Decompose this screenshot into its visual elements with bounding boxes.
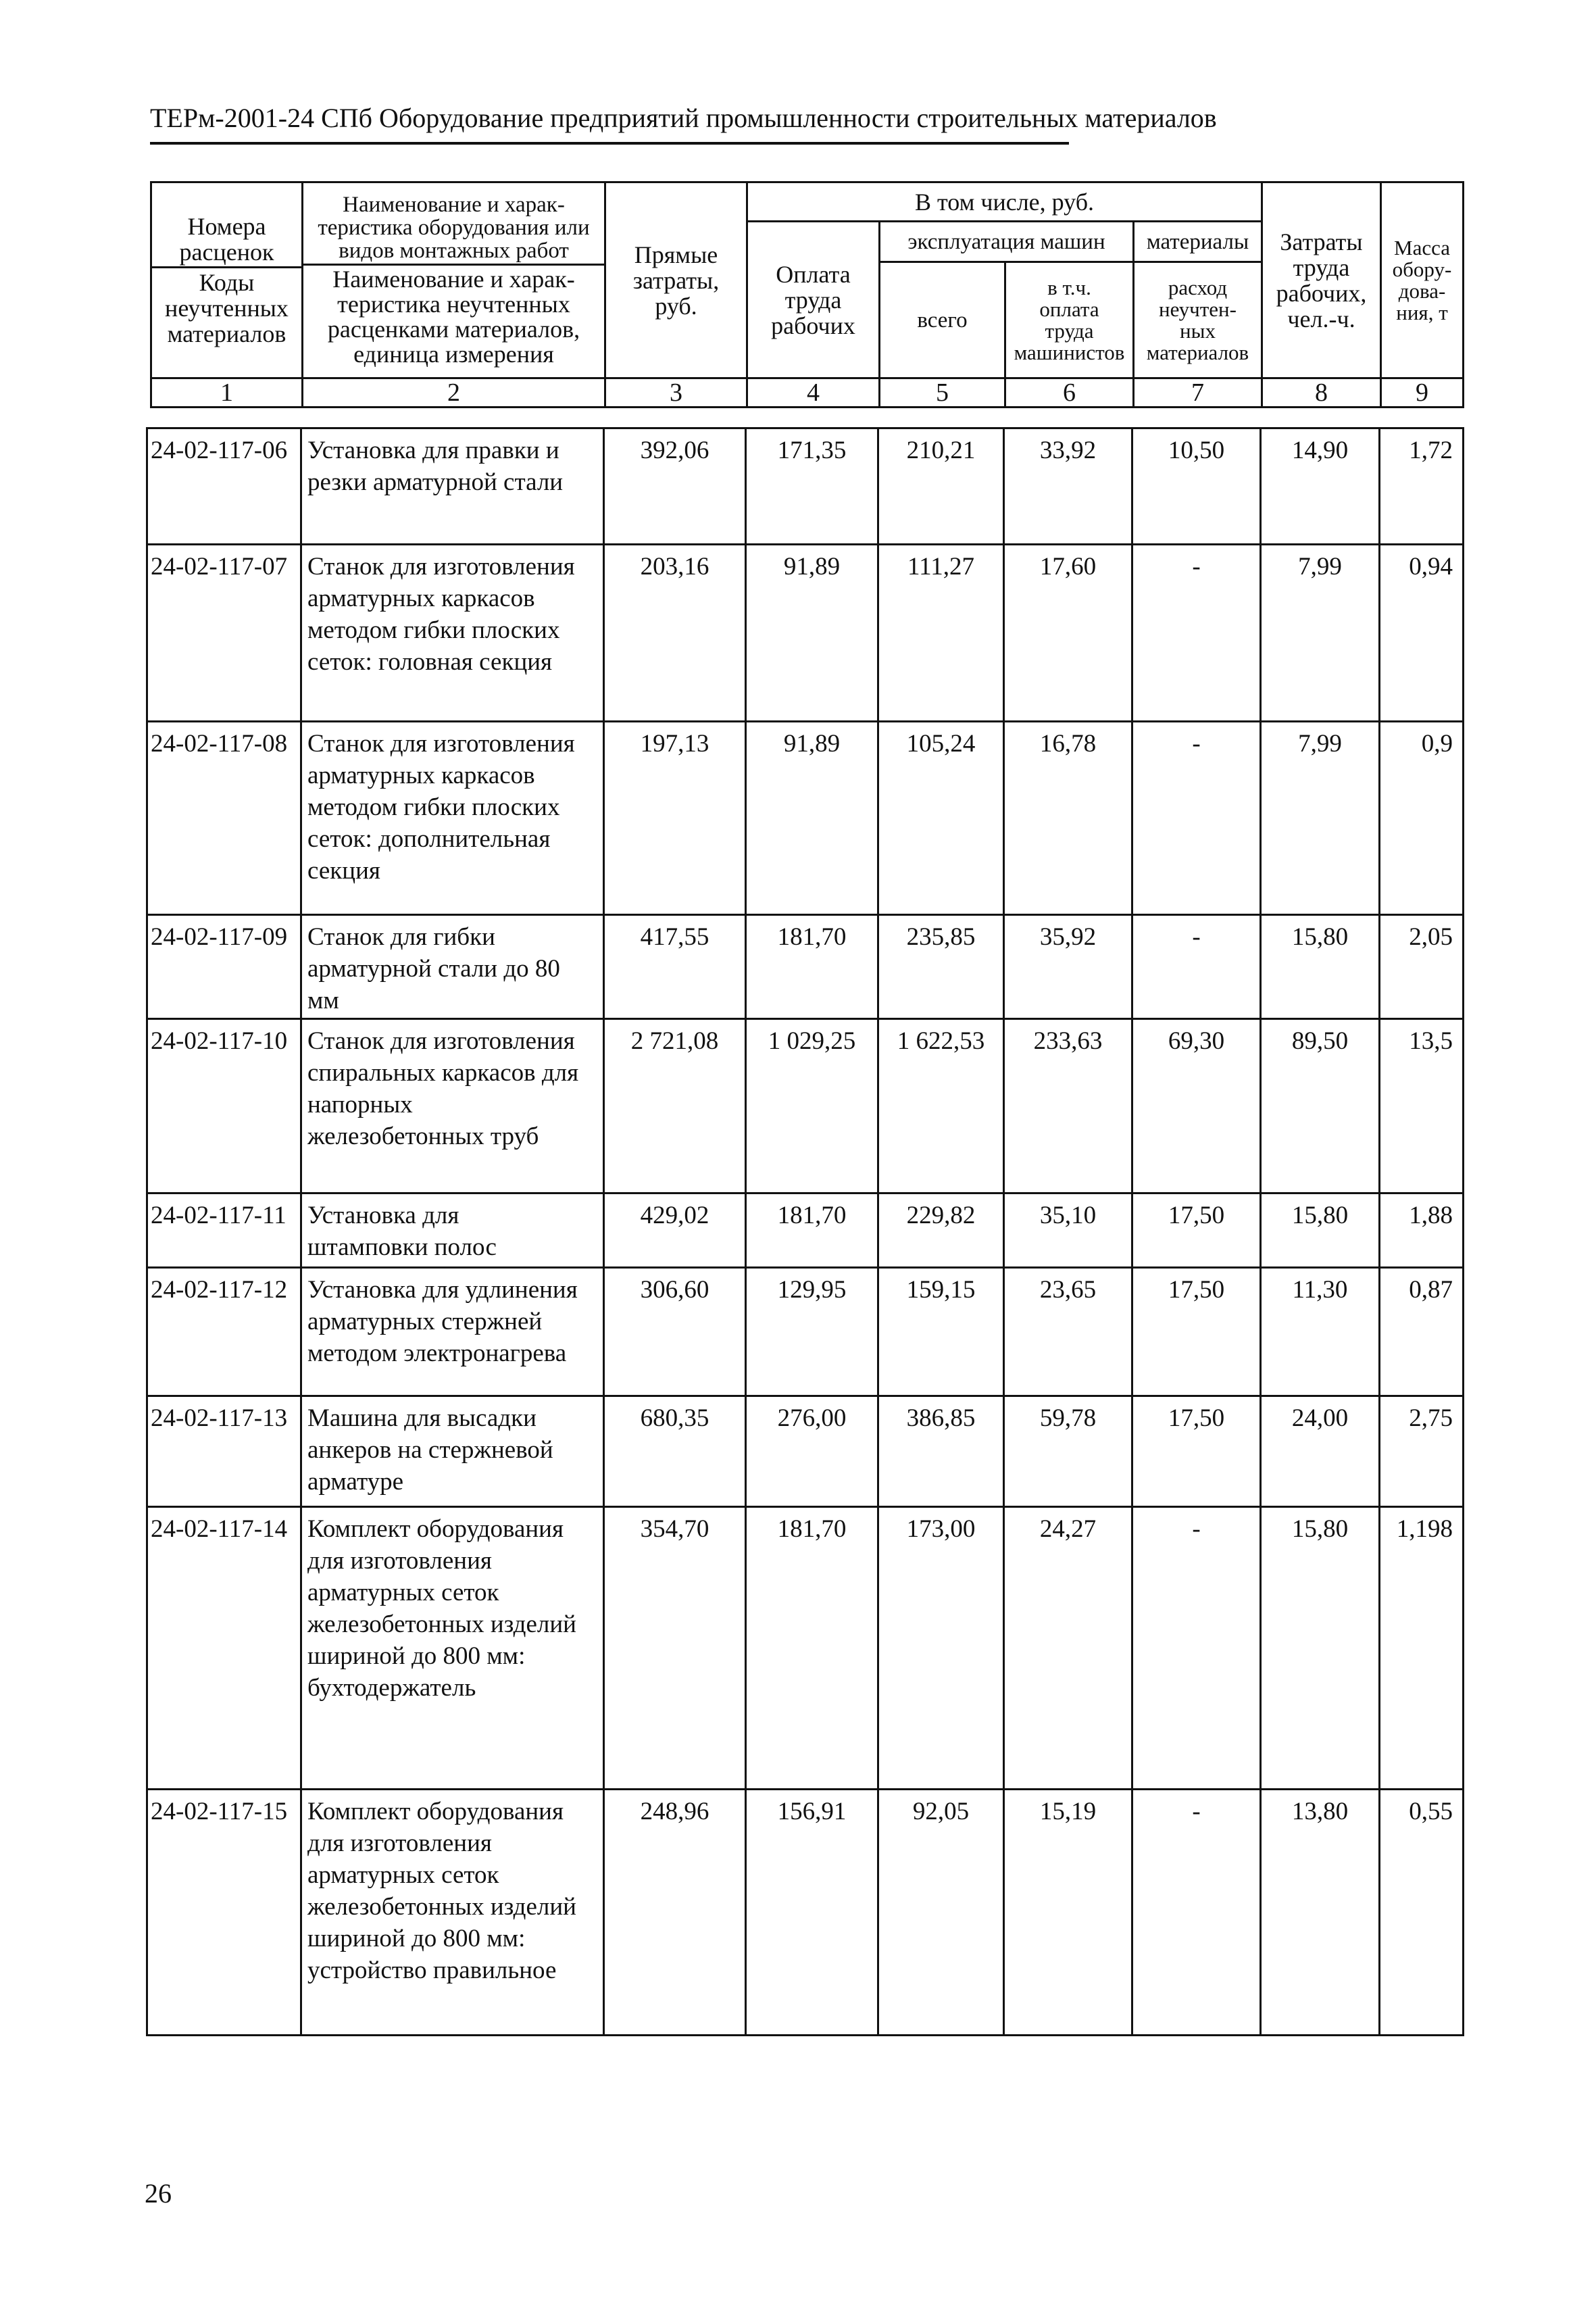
table-row	[147, 1019, 1464, 1193]
equipment-name	[301, 545, 604, 722]
equipment-name-line: арматурных сеток	[307, 1579, 499, 1606]
equipment-mass: 0,87	[1380, 1268, 1464, 1396]
equipment-mass: 13,5	[1380, 1019, 1464, 1193]
labor-cost: 181,70	[746, 1507, 878, 1790]
equipment-name-line: секция	[307, 857, 380, 885]
rate-code: 24-02-117-15	[147, 1790, 301, 2036]
machine-labor: 35,92	[1004, 915, 1132, 1019]
table-row	[147, 722, 1464, 915]
table-row	[147, 915, 1464, 1019]
header-col1-bottom: Коды неучтенных материалов	[165, 269, 289, 347]
equipment-name-line: методом электронагрева	[307, 1339, 567, 1367]
equipment-mass: 1,88	[1380, 1193, 1464, 1268]
equipment-name-line: резки арматурной стали	[307, 468, 564, 496]
header-num-7: 7	[1134, 378, 1262, 408]
machine-cost: 386,85	[878, 1396, 1004, 1507]
header-col9: Масса обору- дова- ния, т	[1381, 182, 1464, 378]
rate-code: 24-02-117-07	[147, 545, 301, 722]
labor-hours: 7,99	[1261, 545, 1380, 722]
header-col2-bottom: Наименование и харак- теристика неучтенных расценками материалов, единица измерения	[327, 266, 580, 368]
equipment-name-line: для изготовления	[307, 1829, 492, 1857]
equipment-name-line: железобетонных изделий	[307, 1893, 576, 1921]
header-rule	[150, 142, 1069, 145]
header-col5: всего	[880, 262, 1005, 378]
header-num-2: 2	[303, 378, 605, 408]
direct-cost: 680,35	[604, 1396, 746, 1507]
header-machines-title: эксплуатация машин	[880, 222, 1134, 262]
equipment-name-line: Комплект оборудования	[307, 1515, 564, 1543]
equipment-name-line: Комплект оборудования	[307, 1798, 564, 1825]
labor-cost: 156,91	[746, 1790, 878, 2036]
equipment-name-line: Машина для высадки	[307, 1404, 537, 1432]
direct-cost: 203,16	[604, 545, 746, 722]
labor-hours: 13,80	[1261, 1790, 1380, 2036]
machine-cost: 92,05	[878, 1790, 1004, 2036]
table-row	[147, 1790, 1464, 2036]
rate-code: 24-02-117-06	[147, 428, 301, 545]
rate-code: 24-02-117-14	[147, 1507, 301, 1790]
rate-code: 24-02-117-08	[147, 722, 301, 915]
materials-cost: -	[1132, 1790, 1261, 2036]
direct-cost: 197,13	[604, 722, 746, 915]
table-row	[147, 1193, 1464, 1268]
direct-cost: 306,60	[604, 1268, 746, 1396]
labor-cost: 1 029,25	[746, 1019, 878, 1193]
equipment-name-line: для изготовления	[307, 1547, 492, 1575]
equipment-name-line: Станок для изготовления	[307, 730, 575, 758]
machine-labor: 233,63	[1004, 1019, 1132, 1193]
equipment-name-line: сеток: дополнительная	[307, 825, 551, 853]
rate-code: 24-02-117-12	[147, 1268, 301, 1396]
labor-hours: 15,80	[1261, 1193, 1380, 1268]
labor-hours: 7,99	[1261, 722, 1380, 915]
equipment-name-line: железобетонных изделий	[307, 1610, 576, 1638]
machine-cost: 159,15	[878, 1268, 1004, 1396]
machine-cost: 173,00	[878, 1507, 1004, 1790]
equipment-mass: 2,75	[1380, 1396, 1464, 1507]
materials-cost: 10,50	[1132, 428, 1261, 545]
header-num-1: 1	[151, 378, 303, 408]
machine-cost: 1 622,53	[878, 1019, 1004, 1193]
equipment-mass: 0,9	[1380, 722, 1464, 915]
equipment-name-line: методом гибки плоских	[307, 616, 560, 644]
direct-cost: 2 721,08	[604, 1019, 746, 1193]
direct-cost: 417,55	[604, 915, 746, 1019]
labor-cost: 181,70	[746, 915, 878, 1019]
equipment-mass: 2,05	[1380, 915, 1464, 1019]
equipment-mass: 0,94	[1380, 545, 1464, 722]
machine-labor: 24,27	[1004, 1507, 1132, 1790]
header-col7: расход неучтен- ных материалов	[1134, 262, 1262, 378]
table-row	[147, 1268, 1464, 1396]
equipment-name-line: арматуре	[307, 1468, 404, 1496]
equipment-mass: 1,72	[1380, 428, 1464, 545]
direct-cost: 248,96	[604, 1790, 746, 2036]
rate-code: 24-02-117-11	[147, 1193, 301, 1268]
header-num-9: 9	[1381, 378, 1464, 408]
header-num-8: 8	[1262, 378, 1381, 408]
materials-cost: 69,30	[1132, 1019, 1261, 1193]
equipment-name-line: напорных	[307, 1091, 413, 1118]
rate-code: 24-02-117-10	[147, 1019, 301, 1193]
equipment-name-line: Установка для правки и	[307, 437, 559, 464]
direct-cost: 429,02	[604, 1193, 746, 1268]
machine-labor: 15,19	[1004, 1790, 1132, 2036]
equipment-name	[301, 915, 604, 1019]
equipment-name-line: сеток: головная секция	[307, 648, 553, 676]
labor-cost: 181,70	[746, 1193, 878, 1268]
equipment-name-line: бухтодержатель	[307, 1674, 476, 1702]
equipment-name	[301, 1268, 604, 1396]
header-materials-title: материалы	[1134, 222, 1262, 262]
header-group-title: В том числе, руб.	[747, 182, 1262, 222]
header-col2	[303, 182, 605, 378]
equipment-name	[301, 1396, 604, 1507]
header-col1	[151, 182, 303, 378]
machine-cost: 229,82	[878, 1193, 1004, 1268]
equipment-name-line: мм	[307, 987, 339, 1014]
header-num-6: 6	[1005, 378, 1134, 408]
labor-hours: 11,30	[1261, 1268, 1380, 1396]
labor-hours: 15,80	[1261, 1507, 1380, 1790]
header-col3: Прямые затраты, руб.	[605, 182, 747, 378]
equipment-name-line: Станок для изготовления	[307, 553, 575, 581]
machine-labor: 33,92	[1004, 428, 1132, 545]
rate-code: 24-02-117-13	[147, 1396, 301, 1507]
rates-table-body	[147, 428, 1464, 2036]
equipment-name	[301, 722, 604, 915]
header-col4: Оплата труда рабочих	[747, 222, 880, 378]
equipment-name-line: арматурной стали до 80	[307, 955, 560, 983]
machine-cost: 235,85	[878, 915, 1004, 1019]
labor-cost: 171,35	[746, 428, 878, 545]
direct-cost: 354,70	[604, 1507, 746, 1790]
table-row	[147, 545, 1464, 722]
equipment-name-line: спиральных каркасов для	[307, 1059, 579, 1087]
equipment-name-line: шириной до 800 мм:	[307, 1642, 526, 1670]
labor-hours: 24,00	[1261, 1396, 1380, 1507]
materials-cost: 17,50	[1132, 1396, 1261, 1507]
direct-cost: 392,06	[604, 428, 746, 545]
equipment-name-line: штамповки полос	[307, 1233, 497, 1261]
equipment-name-line: Станок для гибки	[307, 923, 495, 951]
equipment-name-line: Установка для	[307, 1202, 459, 1229]
labor-hours: 15,80	[1261, 915, 1380, 1019]
equipment-name	[301, 1790, 604, 2036]
labor-cost: 91,89	[746, 545, 878, 722]
labor-hours: 14,90	[1261, 428, 1380, 545]
rate-code: 24-02-117-09	[147, 915, 301, 1019]
equipment-name-line: методом гибки плоских	[307, 793, 560, 821]
machine-labor: 23,65	[1004, 1268, 1132, 1396]
page-number: 26	[145, 2178, 172, 2209]
machine-cost: 210,21	[878, 428, 1004, 545]
materials-cost: -	[1132, 915, 1261, 1019]
equipment-name	[301, 1507, 604, 1790]
machine-cost: 105,24	[878, 722, 1004, 915]
machine-cost: 111,27	[878, 545, 1004, 722]
header-num-4: 4	[747, 378, 880, 408]
materials-cost: -	[1132, 722, 1261, 915]
equipment-name-line: железобетонных труб	[307, 1123, 539, 1150]
equipment-name	[301, 1019, 604, 1193]
equipment-name-line: арматурных сеток	[307, 1861, 499, 1889]
equipment-mass: 1,198	[1380, 1507, 1464, 1790]
table-header	[150, 181, 1464, 408]
machine-labor: 35,10	[1004, 1193, 1132, 1268]
materials-cost: 17,50	[1132, 1268, 1261, 1396]
table-row	[147, 1507, 1464, 1790]
header-col2-top: Наименование и харак- теристика оборудования или видов монтажных работ	[303, 193, 604, 266]
page-title: ТЕРм-2001-24 СПб Оборудование предприятий промышленности строительных материалов	[150, 103, 1217, 133]
machine-labor: 16,78	[1004, 722, 1132, 915]
equipment-name-line: анкеров на стержневой	[307, 1436, 553, 1464]
labor-cost: 91,89	[746, 722, 878, 915]
materials-cost: -	[1132, 545, 1261, 722]
labor-cost: 129,95	[746, 1268, 878, 1396]
materials-cost: 17,50	[1132, 1193, 1261, 1268]
equipment-name-line: арматурных стержней	[307, 1308, 543, 1335]
machine-labor: 17,60	[1004, 545, 1132, 722]
materials-cost: -	[1132, 1507, 1261, 1790]
header-num-3: 3	[605, 378, 747, 408]
header-num-5: 5	[880, 378, 1005, 408]
header-col6: в т.ч. оплата труда машинистов	[1005, 262, 1134, 378]
equipment-name	[301, 428, 604, 545]
rates-table	[146, 427, 1464, 2036]
equipment-name-line: Установка для удлинения	[307, 1276, 578, 1304]
equipment-name	[301, 1193, 604, 1268]
table-row	[147, 1396, 1464, 1507]
header-col1-top: Номера расценок	[152, 214, 301, 268]
header-col8: Затраты труда рабочих, чел.-ч.	[1262, 182, 1381, 378]
equipment-name-line: устройство правильное	[307, 1956, 557, 1984]
labor-cost: 276,00	[746, 1396, 878, 1507]
equipment-name-line: арматурных каркасов	[307, 762, 535, 789]
table-row	[147, 428, 1464, 545]
machine-labor: 59,78	[1004, 1396, 1132, 1507]
equipment-name-line: Станок для изготовления	[307, 1027, 575, 1055]
labor-hours: 89,50	[1261, 1019, 1380, 1193]
equipment-name-line: арматурных каркасов	[307, 585, 535, 612]
equipment-mass: 0,55	[1380, 1790, 1464, 2036]
equipment-name-line: шириной до 800 мм:	[307, 1925, 526, 1952]
